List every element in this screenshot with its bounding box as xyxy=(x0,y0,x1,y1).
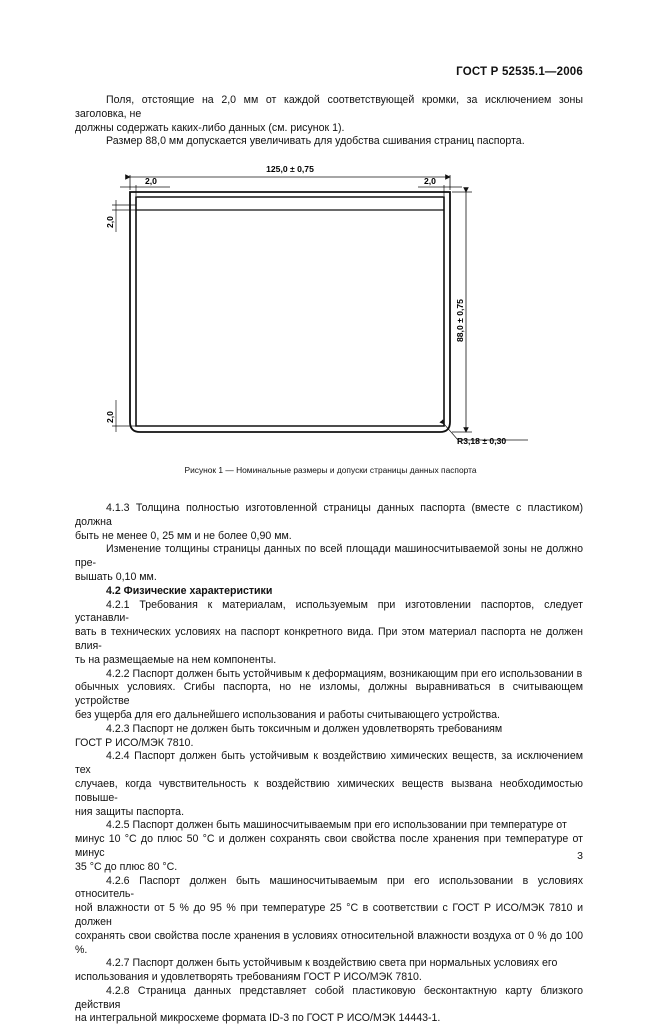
body-line: 4.2.6 Паспорт должен быть машиносчитываемым при его использовании в условиях относитель- xyxy=(75,874,583,901)
body-line: вать в технических условиях на паспорт конкретного вида. При этом материал паспорта не должен влия- xyxy=(75,626,583,652)
body-line: без ущерба для его дальнейшего использования и работы считывающего устройства. xyxy=(75,708,500,721)
body-line: ной влажности от 5 % до 95 % при температуре 25 °С в соответствии с ГОСТ Р ИСО/МЭК 7810 и должен xyxy=(75,902,583,928)
body-line: ть на размещаемые на нем компоненты. xyxy=(75,653,277,666)
body-line: ГОСТ Р ИСО/МЭК 7810. xyxy=(75,736,194,749)
body-line: 4.2.4 Паспорт должен быть устойчивым к воздействию химических веществ, за исключением тех xyxy=(75,750,583,777)
body-line: на интегральной микросхеме формата ID-3 по ГОСТ Р ИСО/МЭК 14443-1. xyxy=(75,1012,441,1025)
width-dimension xyxy=(130,175,450,190)
radius-label: R3,18 ± 0,30 xyxy=(457,436,507,446)
body-line: вышать 0,10 мм. xyxy=(75,570,157,583)
body-line: 4.2.7 Паспорт должен быть устойчивым к воздействию света при нормальных условиях его xyxy=(106,957,558,970)
body-line: 4.2.8 Страница данных представляет собой пластиковую бесконтактную карту близкого действия xyxy=(75,984,583,1011)
height-label: 88,0 ± 0,75 xyxy=(455,299,465,342)
body-line: использования и удовлетворять требованиям ГОСТ Р ИСО/МЭК 7810. xyxy=(75,971,422,984)
intro-line: должны содержать каких-либо данных (см. рисунок 1). xyxy=(75,121,345,134)
page-number: 3 xyxy=(577,850,583,862)
width-label: 125,0 ± 0,75 xyxy=(266,164,314,174)
figure-1-diagram xyxy=(0,0,661,460)
body-line: 4.2.1 Требования к материалам, используемым при изготовлении паспортов, следует устанавли- xyxy=(75,598,583,625)
body-text xyxy=(75,502,583,1026)
body-line: быть не менее 0, 25 мм и не более 0,90 мм. xyxy=(75,529,292,542)
intro-line: Размер 88,0 мм допускается увеличивать для удобства сшивания страниц паспорта. xyxy=(106,135,525,148)
top-margin-dimension xyxy=(112,200,136,232)
body-line: 4.2.2 Паспорт должен быть устойчивым к деформациям, возникающим при его использовании в xyxy=(106,667,583,680)
body-line: ния защиты паспорта. xyxy=(75,805,185,818)
body-line: случаев, когда чувствительность к воздействию химических веществ вызвана необходимостью повыше- xyxy=(75,777,583,804)
figure-caption: Рисунок 1 — Номинальные размеры и допуски страницы данных паспорта xyxy=(184,465,477,475)
body-line: минус 10 °С до плюс 50 °С и должен сохранять свои свойства после хранения при температуре от минус xyxy=(75,833,583,859)
right-margin-label: 2,0 xyxy=(424,176,436,186)
body-line: 4.2.5 Паспорт должен быть машиносчитываемым при его использовании при температуре от xyxy=(106,819,567,832)
right-margin-dimension xyxy=(418,185,462,196)
intro-line: Поля, отстоящие на 2,0 мм от каждой соответствующей кромки, за исключением зоны заголовка, не xyxy=(75,94,583,120)
passport-page-outline xyxy=(130,192,450,432)
left-margin-label: 2,0 xyxy=(145,176,157,186)
body-line: Изменение толщины страницы данных по всей площади машиносчитываемой зоны не должно пре- xyxy=(75,543,583,570)
body-line: сохранять свои свойства после хранения в условиях относительной влажности воздуха от 0 % до 100 %. xyxy=(75,929,583,956)
bottom-margin-label: 2,0 xyxy=(105,411,115,423)
document-code: ГОСТ Р 52535.1—2006 xyxy=(456,66,583,78)
section-heading: 4.2 Физические характеристики xyxy=(106,584,273,597)
top-margin-label: 2,0 xyxy=(105,216,115,228)
body-line: 4.2.3 Паспорт не должен быть токсичным и должен удовлетворять требованиям xyxy=(106,722,503,735)
body-line: 4.1.3 Толщина полностью изготовленной страницы данных паспорта (вместе с пластиком) должна xyxy=(75,502,583,528)
body-line: обычных условиях. Сгибы паспорта, но не изломы, должны выравниваться в считывающем устройстве xyxy=(75,681,583,708)
left-margin-dimension xyxy=(120,185,170,196)
bottom-margin-dimension xyxy=(112,400,136,432)
body-line: 35 °С до плюс 80 °С. xyxy=(75,860,178,873)
